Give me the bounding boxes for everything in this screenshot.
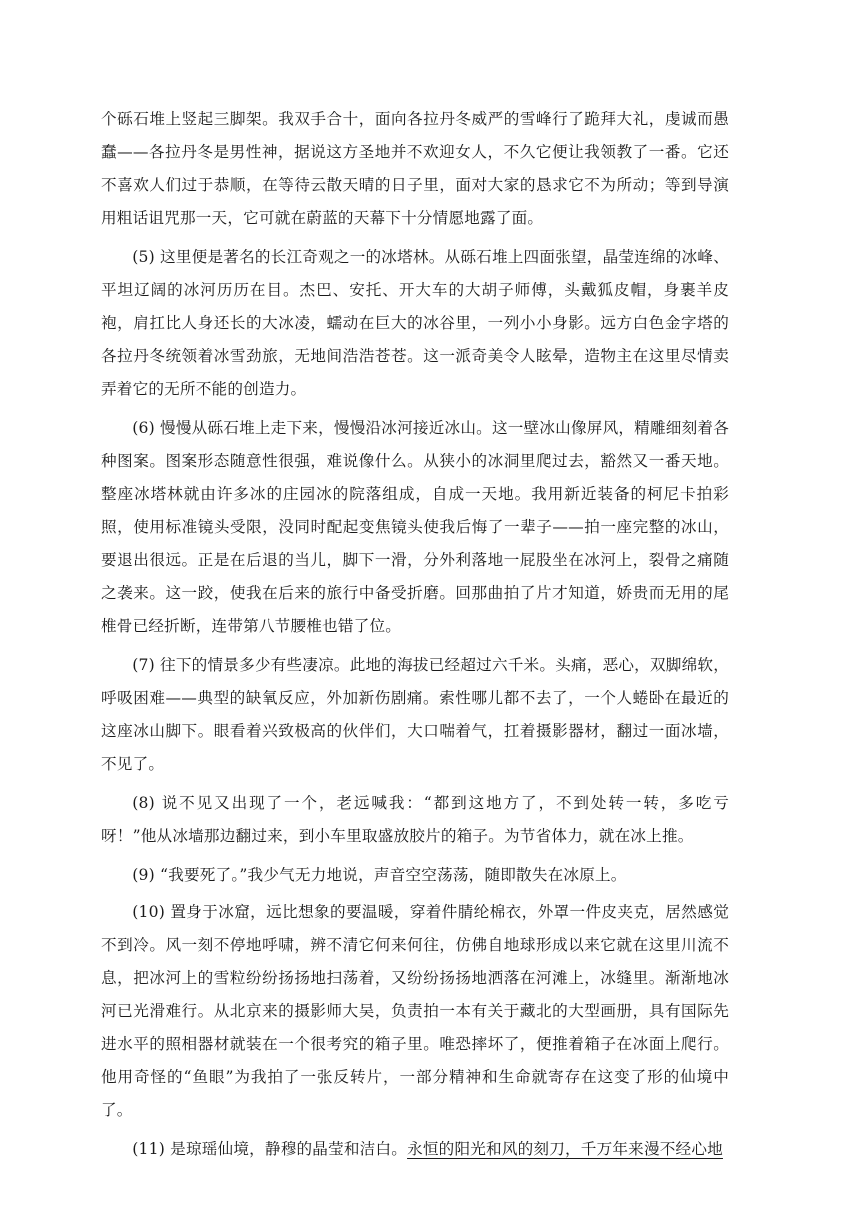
paragraph-8: (8) 说不见又出现了一个，老远喊我：“都到这地方了，不到处转一转，多吃亏呀！”他从冰墙那边翻过来，到小车里取盛放胶片的箱子。为节省体力，就在冰上推。 — [101, 794, 729, 845]
paragraph-10: (10) 置身于冰窟，远比想象的要温暖，穿着件腈纶棉衣，外罩一件皮夹克，居然感觉不到冷。风一刻不停地呼啸，辨不清它何来何往，仿佛自地球形成以来它就在这里川流不息，把冰河上的雪粒纷纷扬扬地扫荡着，又纷纷扬扬地洒落在河滩上，冰缝里。渐渐地冰河已光滑难行。从北京来的摄影师大吴，负责拍一本有关于藏北的大型画册，具有国际先进水平的照相器材就装在一个很考究的箱子里。唯恐摔坏了，便推着箱子在冰面上爬行。他用奇怪的“鱼眼”为我拍了一张反转片，一部分精神和生命就寄存在这变了形的仙境中了。 — [101, 903, 729, 1119]
paragraph-11-lead: (11) 是琼瑶仙境，静穆的晶莹和洁白。 — [132, 1140, 408, 1158]
article-body — [101, 103, 729, 1172]
paragraph-continued: 个砾石堆上竖起三脚架。我双手合十，面向各拉丹冬威严的雪峰行了跪拜大礼，虔诚而愚蠢——各拉丹冬是男性神，据说这方圣地并不欢迎女人，不久它便让我领教了一番。它还不喜欢人们过于恭顺，在等待云散天晴的日子里，面对大家的恳求它不为所动；等到导演用粗话诅咒那一天，它可就在蔚蓝的天幕下十分情愿地露了面。 — [101, 110, 729, 227]
paragraph-5: (5) 这里便是著名的长江奇观之一的冰塔林。从砾石堆上四面张望，晶莹连绵的冰峰、平坦辽阔的冰河历历在目。杰巴、安托、开大车的大胡子师傅，头戴狐皮帽，身裹羊皮袍，肩扛比人身还长的大冰凌，蠕动在巨大的冰谷里，一列小小身影。远方白色金字塔的各拉丹冬统领着冰雪劲旅，无地间浩浩苍苍。这一派奇美令人眩晕，造物主在这里尽情卖弄着它的无所不能的创造力。 — [101, 248, 729, 398]
paragraph-7: (7) 往下的情景多少有些凄凉。此地的海拔已经超过六千米。头痛，恶心，双脚绵软，呼吸困难——典型的缺氧反应，外加新伤剧痛。索性哪儿都不去了，一个人蜷卧在最近的这座冰山脚下。眼看着兴致极高的伙伴们，大口喘着气，扛着摄影器材，翻过一面冰墙，不见了。 — [101, 656, 729, 773]
paragraph-11 — [101, 1133, 729, 1166]
paragraph-6: (6) 慢慢从砾石堆上走下来，慢慢沿冰河接近冰山。这一壁冰山像屏风，精雕细刻着各种图案。图案形态随意性很强，难说像什么。从狭小的冰洞里爬过去，豁然又一番天地。整座冰塔林就由许多冰的庄园冰的院落组成，自成一天地。我用新近装备的柯尼卡拍彩照，使用标准镜头受限，没同时配起变焦镜头使我后悔了一辈子——拍一座完整的冰山，要退出很远。正是在后退的当儿，脚下一滑，分外利落地一屁股坐在冰河上，裂骨之痛随之袭来。这一跤，使我在后来的旅行中备受折磨。回那曲拍了片才知道，娇贵而无用的尾椎骨已经折断，连带第八节腰椎也错了位。 — [101, 419, 729, 635]
paragraph-9: (9) “我要死了。”我少气无力地说，声音空空荡荡，随即散失在冰原上。 — [132, 866, 627, 884]
underlined-sentence: 永恒的阳光和风的刻刀，千万年来漫不经心地 — [407, 1140, 723, 1158]
